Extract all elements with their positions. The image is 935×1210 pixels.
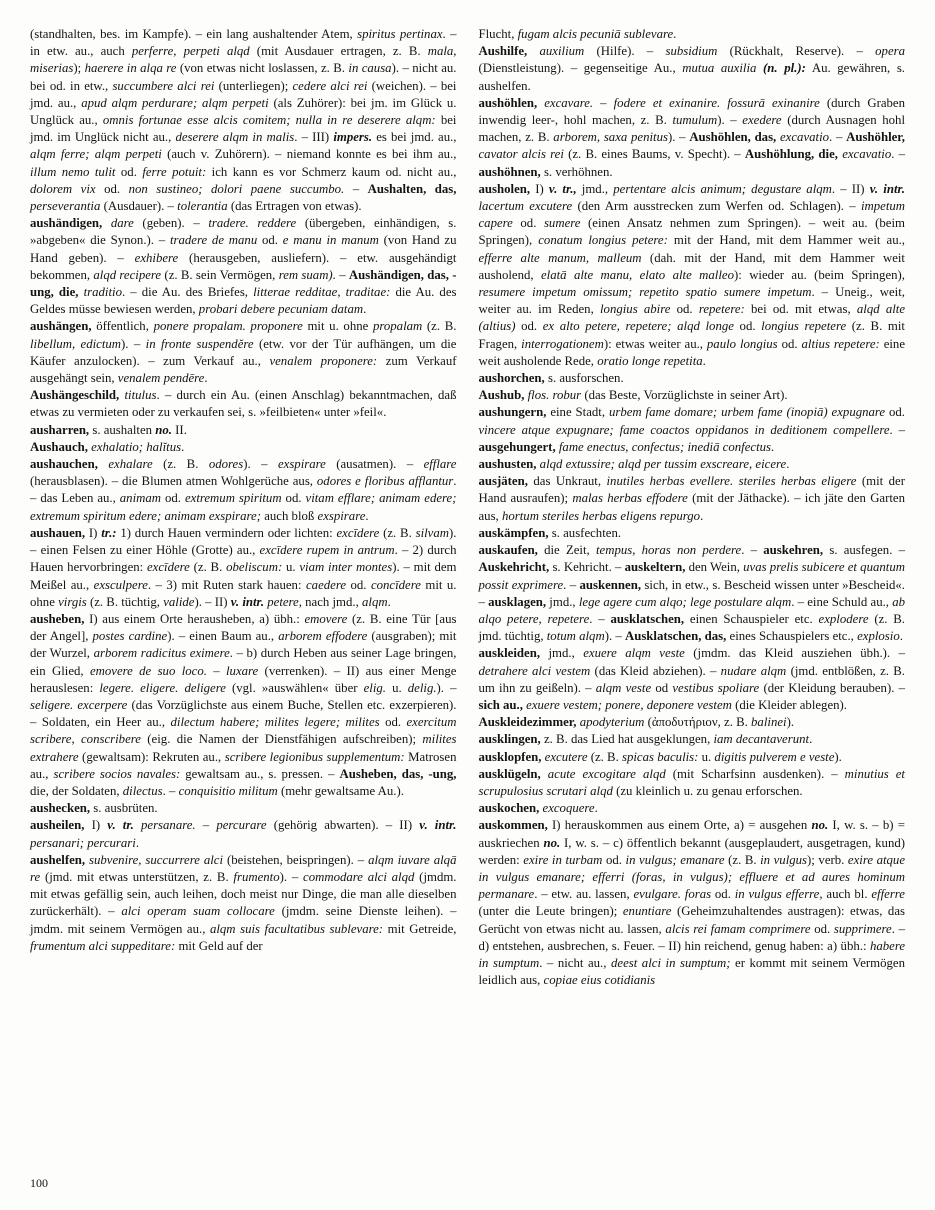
- dictionary-entry: aushöhlen, excavare. – fodere et exinanire. fossurā exinanire (durch Graben inwendig leer-, hohl machen, z. B. tumulum). – exedere (durch Ausnagen hohl machen, z. B. arborem, saxa penitus). – Aushöhlen, das, excavatio. – Aushöhler, cavator alcis rei (z. B. eines Baums, v. Specht). – Aushöhlung, die, excavatio. – aushöhnen, s. verhöhnen.: [478, 95, 906, 179]
- dictionary-entry: aushängen, öffentlich, ponere propalam. proponere mit u. ohne propalam (z. B. libellum, edictum). – in fronte suspendĕre (etw. vor der Tür aufhängen, um die Käufer anzulocken). – zum Verkauf au., venalem proponere: zum Verkauf ausgehängt sein, venalem pendēre.: [30, 319, 457, 386]
- dictionary-entry: ausharren, s. aushalten no. II.: [30, 422, 187, 437]
- dictionary-entry: auskämpfen, s. ausfechten.: [478, 525, 622, 540]
- dictionary-entry: aushusten, alqd extussire; alqd per tussim exscreare, eicere.: [478, 457, 790, 472]
- page-number: 100: [30, 1176, 48, 1190]
- dictionary-entry: aushauchen, exhalare (z. B. odores). – exspirare (ausatmen). – efflare (herausblasen). – die Blumen atmen Wohlgerüche aus, odores e floribus afflantur. – das Leben au., animam od. extremum spiritum od. vitam efflare; animam edere; extremum spiritum edere; animam exspirare; auch bloß exspirare.: [30, 457, 457, 523]
- dictionary-entry: aushorchen, s. ausforschen.: [478, 371, 624, 386]
- dictionary-entry: ausheilen, I) v. tr. persanare. – percurare (gehörig abwarten). – II) v. intr. persanari; percurari.: [30, 818, 457, 850]
- dictionary-entry: aushelfen, subvenire, succurrere alci (beistehen, beispringen). – alqm iuvare alqā re (jmd. mit etwas unterstützen, z. B. frumento). – commodare alci alqd (jmdm. mit etwas gefällig sein, auch leihen, doch meist nur Dinge, die man alle dieselben zurückerhält). – alci operam suam collocare (jmdm. seine Dienste leihen). – jmdm. mit seinem Vermögen au., alqm suis facultatibus sublevare: mit Getreide, frumentum alci suppeditare: mit Geld auf der: [30, 852, 457, 953]
- dictionary-entry: Auskleidezimmer, apodyterium (ἀποδυτήριον, z. B. balinei).: [478, 715, 795, 730]
- column-left: [30, 26, 457, 989]
- dictionary-entry: Aushilfe, auxilium (Hilfe). – subsidium (Rückhalt, Reserve). – opera (Dienstleistung). – gegenseitige Au., mutua auxilia (n. pl.): Au. gewähren, s. aushelfen.: [478, 44, 905, 93]
- dictionary-entry: ausklopfen, excutere (z. B. spicas baculis: u. digitis pulverem e veste).: [478, 749, 842, 764]
- dictionary-entry: Flucht, fugam alcis pecuniā sublevare.: [478, 27, 677, 41]
- dictionary-entry: Aushängeschild, titulus. – durch ein Au. (einen Anschlag) bekanntmachen, daß etwas zu vermieten oder zu verkaufen sei, s. »feilbieten« unter »feil«.: [30, 388, 457, 420]
- dictionary-entry: aushecken, s. ausbrüten.: [30, 801, 158, 816]
- dictionary-entry: aushungern, eine Stadt, urbem fame domare; urbem fame (inopiā) expugnare od. vincere atque expugnare; fame coactos oppidanos in deditionem compellere. – ausgehungert, fame enectus, confectus; inediā confectus.: [478, 405, 906, 454]
- dictionary-entry: auskleiden, jmd., exuere alqm veste (jmdm. das Kleid ausziehen übh.). – detrahere alci vestem (das Kleid abziehen). – nudare alqm (jmd. entblößen, z. B. um ihn zu geißeln). – alqm veste od vestibus spoliare (der Kleidung berauben). – sich au., exuere vestem; ponere, deponere vestem (die Kleider ablegen).: [478, 646, 906, 712]
- dictionary-entry: (standhalten, bes. im Kampfe). – ein lang aushaltender Atem, spiritus pertinax. – in etw. au., auch perferre, perpeti alqd (mit Ausdauer ertragen, z. B. mala, miserias); haerere in alqa re (von etwas nicht loslassen, z. B. in causa). – nicht au. bei od. in etw., succumbere alci rei (unterliegen); cedere alci rei (weichen). – bei jmd. au., apud alqm perdurare; alqm perpeti (als Zuhörer): bei jm. im Glück u. Unglück au., omnis fortunae esse alcis comitem; nulla in re deserere alqm: bei jmd. im Unglück nicht au., deserere alqm in malis. – III) impers. es bei jmd. au., alqm ferre; alqm perpeti (auch v. Zuhörern). – niemand konnte es bei ihm au., illum nemo tulit od. ferre potuit: ich kann es vor Schmerz kaum od. nicht au., dolorem vix od. non sustineo; dolori paene succumbo. – Aushalten, das, perseverantia (Ausdauer). – tolerantia (das Ertragen von etwas).: [30, 27, 457, 214]
- text-columns: [30, 26, 905, 989]
- dictionary-entry: aushändigen, dare (geben). – tradere. reddere (übergeben, einhändigen, s. »abgeben« die Synon.). – tradere de manu od. e manu in manum (von Hand zu Hand geben). – exhibere (herausgeben, ausliefern). – etw. ausgehändigt bekommen, alqd recipere (z. B. sein Vermögen, rem suam). – Aushändigen, das, -ung, die, traditio. – die Au. des Briefes, litterae redditae, traditae: die Au. des Geldes müsse bewiesen werden, probari debere pecuniam datam.: [30, 216, 457, 317]
- dictionary-entry: auskochen, excoquere.: [478, 801, 598, 816]
- dictionary-entry: ausklingen, z. B. das Lied hat ausgeklungen, iam decantaverunt.: [478, 732, 813, 747]
- dictionary-entry: Aushauch, exhalatio; halĭtus.: [30, 439, 185, 454]
- dictionary-entry: Aushub, flos. robur (das Beste, Vorzüglichste in seiner Art).: [478, 388, 788, 403]
- dictionary-entry: ausholen, I) v. tr., jmd., pertentare alcis animum; degustare alqm. – II) v. intr. lacertum excutere (den Arm ausstrecken zum Werfen od. Schlagen). – impetum capere od. sumere (einen Ansatz nehmen zum Springen). – weit au. (beim Springen), conatum longius petere: mit der Hand, mit dem Hammer weit au., efferre alte manum, malleum (dah. mit der Hand, mit dem Hammer weit ausholend, elatā alte manu, elato alte malleo): wieder au. (beim Springen), resumere impetum omissum; repetito spatio sumere impetum. – Uneig., weit, weiter au. im Reden, longius abire od. repetere: bei od. mit etwas, alqd alte (altius) od. ex alto petere, repetere; alqd longe od. longius repetere (z. B. mit Fragen, interrogationem): etwas weiter au., paulo longius od. altius repetere: eine weit ausholende Rede, oratio longe repetita.: [478, 181, 906, 368]
- dictionary-entry: auskommen, I) herauskommen aus einem Orte, a) = ausgehen no. I, w. s. – b) = auskriechen no. I, w. s. – c) öffentlich bekannt (ausgeplaudert, ausgetragen, kund) werden: exire in turbam od. in vulgus; emanare (z. B. in vulgus); verb. exire atque in vulgus emanare; efferri (foras, in vulgus); effluere et ad aures hominum permanare. – etw. au. lassen, evulgare. foras od. in vulgus efferre, auch bl. efferre (unter die Leute bringen); enuntiare (Geheimzuhaltendes austragen): etwas, das Gerücht von etwas nicht au. lassen, alcis rei famam comprimere od. supprimere. – d) entstehen, ausbrechen, s. Feuer. – II) hin reichend, genug haben: a) übh.: habere in sumptum. – nicht au., deest alci in sumptum; er kommt mit seinem Vermögen leidlich aus, copiae eius cotidianis: [478, 818, 906, 988]
- dictionary-entry: ausheben, I) aus einem Orte herausheben, a) übh.: emovere (z. B. eine Tür [aus der Angel], postes cardine). – einen Baum au., arborem effodere (ausgraben); mit der Wurzel, arborem radicitus eximere. – b) durch Heben aus seiner Lage bringen, ein Glied, emovere de suo loco. – luxare (verrenken). – II) aus einer Menge herauslesen: legere. eligere. deligere (vgl. »auswählen« über elig. u. delig.). – seligere. excerpere (das Vorzüglichste aus einem Buche, Stellen etc. exzerpieren). – Soldaten, ein Heer au., dilectum habere; milites legere; milites od. exercitum scribere, conscribere (eig. die Namen der Dienstfähigen aufschreiben); milites extrahere (gewaltsam): Rekruten au., scribere legionibus supplementum: Matrosen au., scribere socios navales: gewaltsam au., s. pressen. – Ausheben, das, -ung, die, der Soldaten, dilectus. – conquisitio militum (mehr gewaltsame Au.).: [30, 611, 457, 798]
- dictionary-entry: ausklügeln, acute excogitare alqd (mit Scharfsinn ausdenken). – minutius et scrupulosius scrutari alqd (zu kleinlich u. zu genau erforschen.: [478, 766, 905, 798]
- dictionary-entry: auskaufen, die Zeit, tempus, horas non perdere. – auskehren, s. ausfegen. – Auskehricht, s. Kehricht. – auskeltern, den Wein, uvas prelis subicere et quantum possit exprimere. – auskennen, sich, in etw., s. Bescheid wissen unter »Bescheid«. – ausklagen, jmd., lege agere cum alqo; lege postulare alqm. – eine Schuld au., ab alqo petere, repetere. – ausklatschen, einen Schauspieler etc. explodere (z. B. jmd. tüchtig, totum alqm). – Ausklatschen, das, eines Schauspielers etc., explosio.: [478, 543, 906, 644]
- column-right: [479, 26, 906, 989]
- dictionary-entry: aushauen, I) tr.: 1) durch Hauen vermindern oder lichten: excīdere (z. B. silvam). – einen Felsen zu einer Höhle (Grotte) au., excīdere rupem in antrum. – 2) durch Hauen hervorbringen: excīdere (z. B. obeliscum: u. viam inter montes). – mit dem Meißel au., exsculpere. – 3) mit Ruten stark hauen: caedere od. concīdere mit u. ohne virgis (z. B. tüchtig, valide). – II) v. intr. petere, nach jmd., alqm.: [30, 525, 457, 609]
- dictionary-entry: ausjäten, das Unkraut, inutiles herbas evellere. steriles herbas eligere (mit der Hand ausraufen); malas herbas effodere (mit der Jäthacke). – ich jäte den Garten aus, hortum steriles herbas eligens repurgo.: [478, 474, 906, 523]
